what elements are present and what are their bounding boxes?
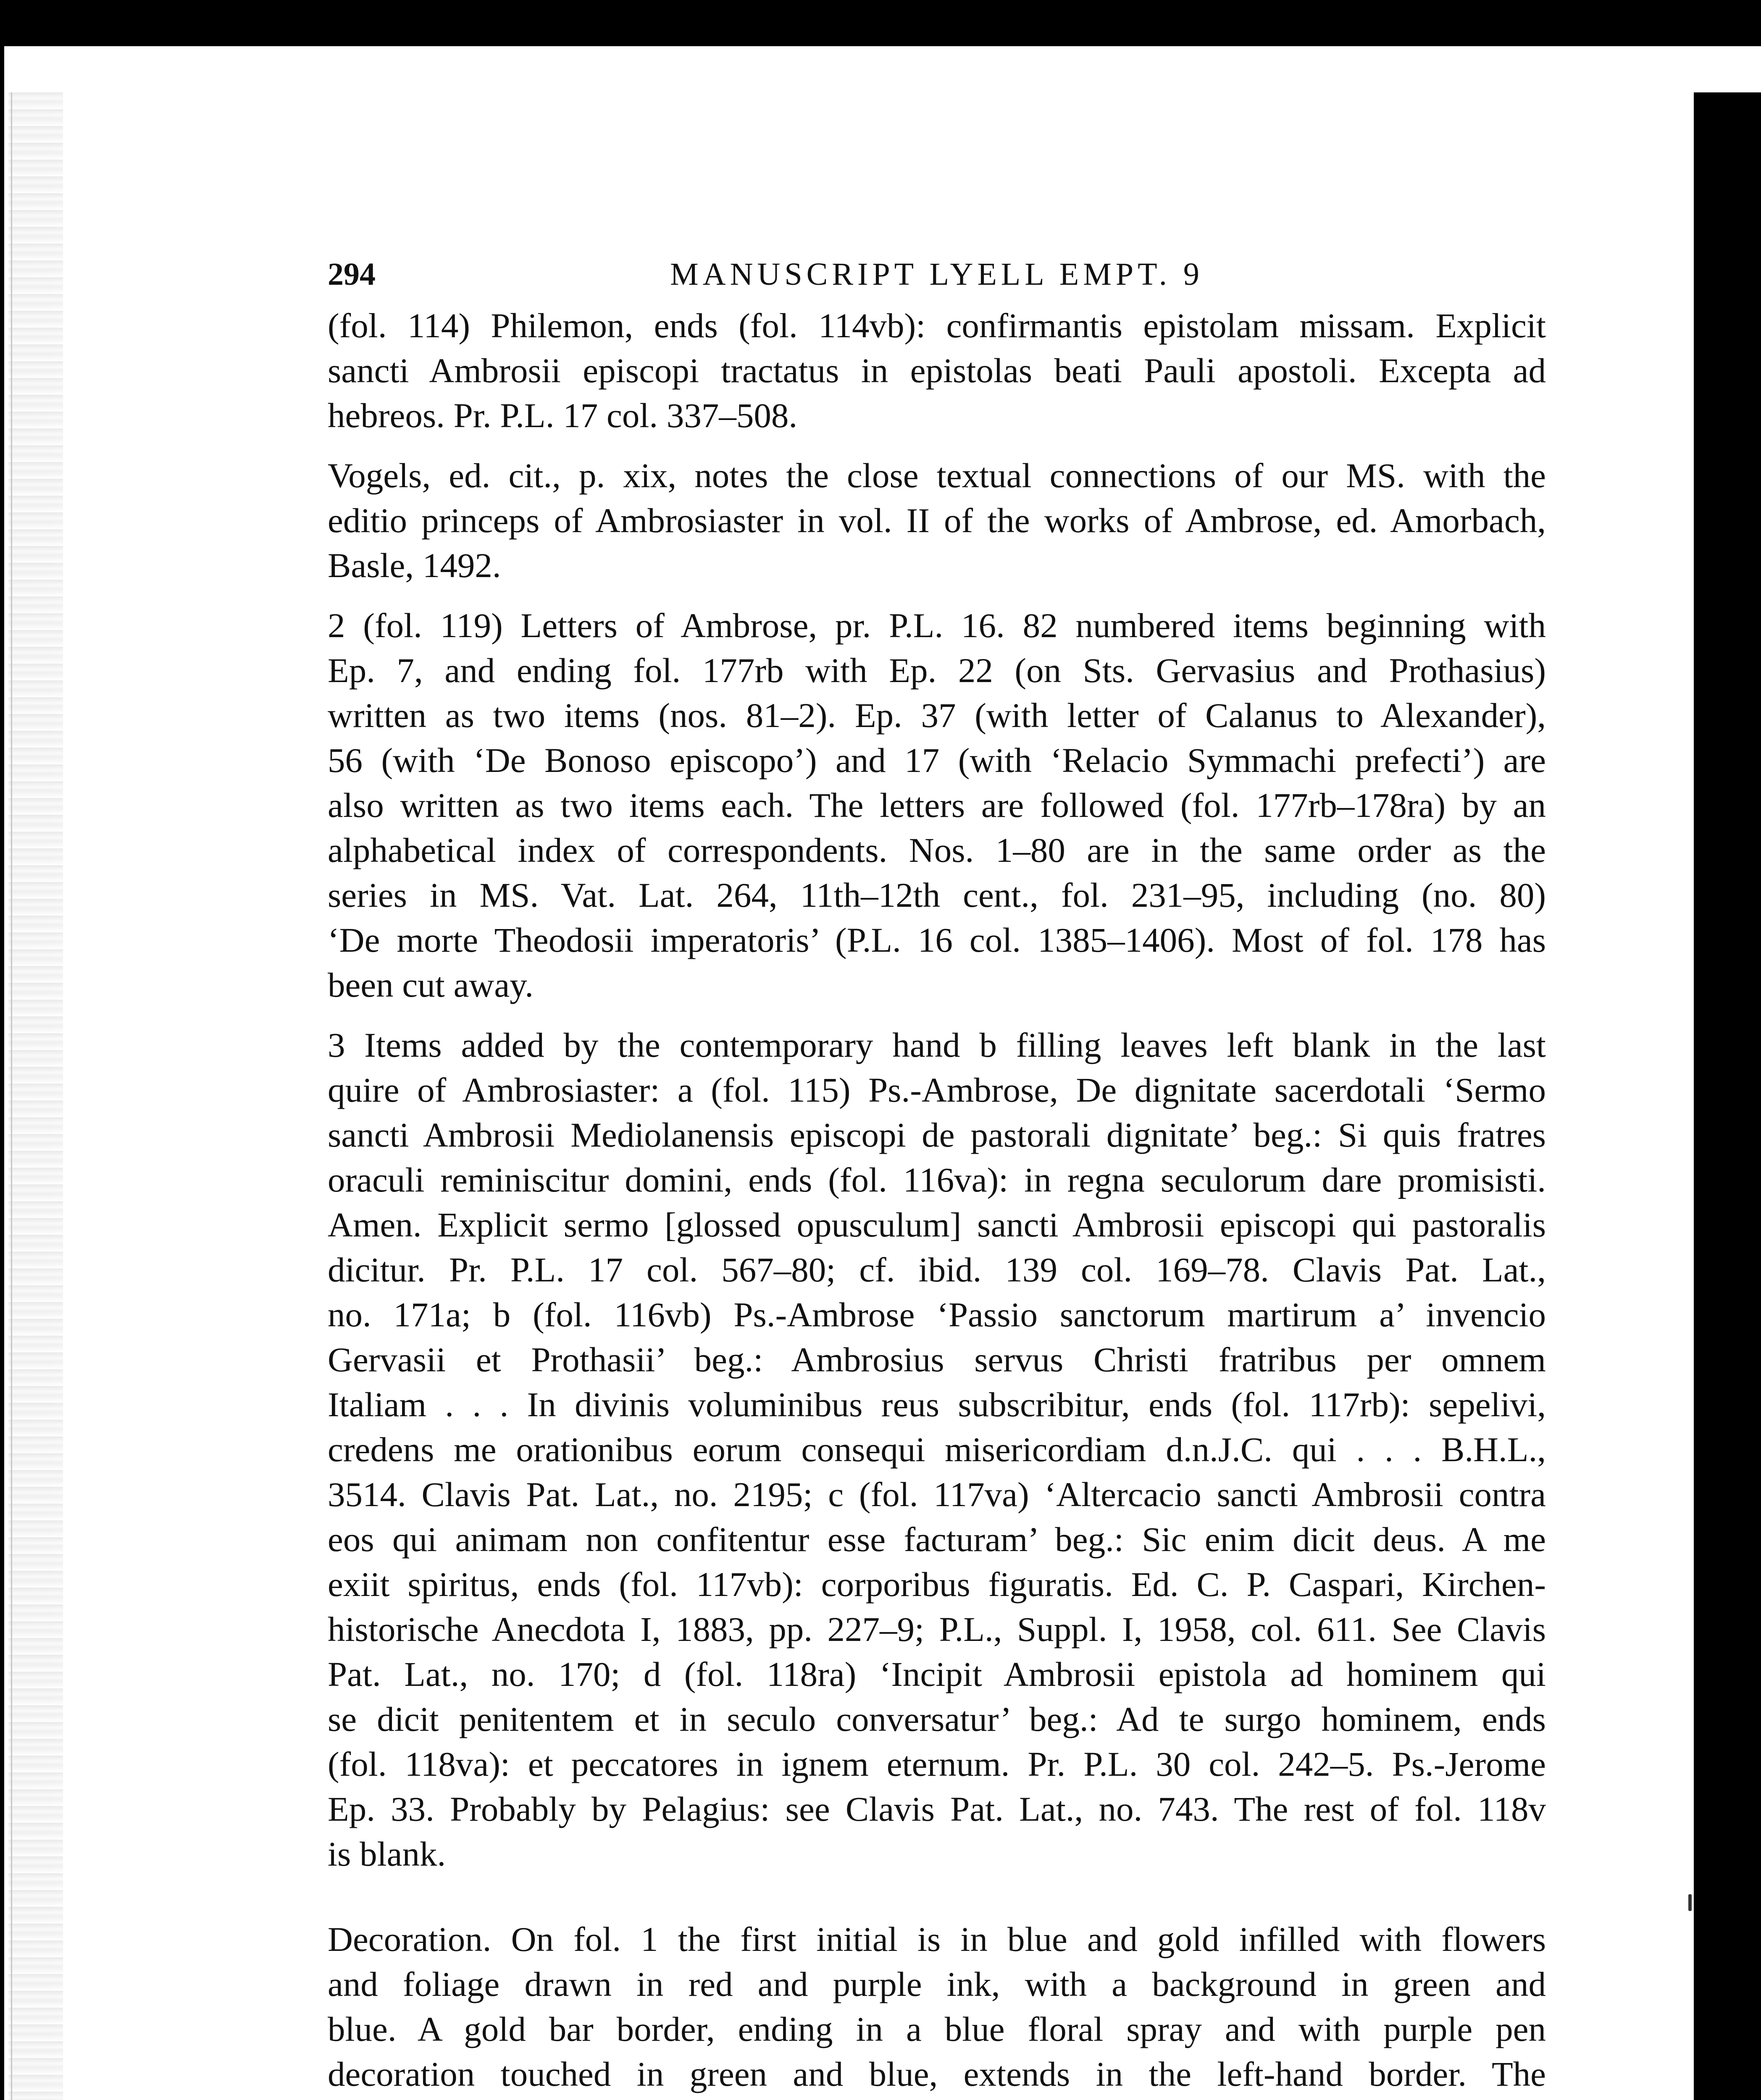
text-line: (fol. 118va): et peccatores in ignem eternum. Pr. P.L. 30 col. 242–5. Ps.-Jerome — [328, 1745, 1546, 1783]
text-line: dicitur. Pr. P.L. 17 col. 567–80; cf. ibid. 139 col. 169–78. Clavis Pat. Lat., — [328, 1250, 1546, 1289]
text-line: 3 Items added by the contemporary hand b filling leaves left blank in the last — [328, 1026, 1546, 1064]
text-line: been cut away. — [328, 966, 534, 1004]
paragraph-items-added — [328, 1023, 1546, 1877]
page-number: 294 — [328, 257, 376, 292]
text-line: is blank. — [328, 1835, 446, 1873]
text-line: Basle, 1492. — [328, 546, 501, 585]
text-line: sancti Ambrosii episcopi tractatus in epistolas beati Pauli apostoli. Excepta ad — [328, 351, 1546, 390]
text-line: se dicit penitentem et in seculo conversatur’ beg.: Ad te surgo hominem, ends — [328, 1700, 1546, 1738]
margin-mark — [1688, 1894, 1692, 1911]
section-spacer — [328, 1892, 1546, 1917]
text-line: quire of Ambrosiaster: a (fol. 115) Ps.-Ambrose, De dignitate sacerdotali ‘Sermo — [328, 1071, 1546, 1109]
running-head-title: MANUSCRIPT LYELL EMPT. 9 — [670, 257, 1204, 292]
paragraph-vogels — [328, 453, 1546, 588]
text-line — [328, 2097, 1546, 2100]
text-line: also written as two items each. The letters are followed (fol. 177rb–178ra) by an — [328, 786, 1546, 824]
text-line: written as two items (nos. 81–2). Ep. 37 (with letter of Calanus to Alexander), — [328, 696, 1546, 735]
text-line: ‘De morte Theodosii imperatoris’ (P.L. 16 col. 1385–1406). Most of fol. 178 has — [328, 921, 1546, 959]
text-line: historische Anecdota I, 1883, pp. 227–9; P.L., Suppl. I, 1958, col. 611. See Clavis — [328, 1610, 1546, 1648]
text-line: (fol. 114) Philemon, ends (fol. 114vb): confirmantis epistolam missam. Explicit — [328, 306, 1546, 345]
text-line: and foliage drawn in red and purple ink, with a background in green and — [328, 1965, 1546, 2003]
paragraph-philemon — [328, 303, 1546, 438]
text-line: decoration touched in green and blue, extends in the left-hand border. The — [328, 2055, 1546, 2093]
scan-border-right — [1694, 92, 1761, 2100]
text-line: 3514. Clavis Pat. Lat., no. 2195; c (fol. 117va) ‘Altercacio sancti Ambrosii contra — [328, 1475, 1546, 1514]
text-line: no. 171a; b (fol. 116vb) Ps.-Ambrose ‘Passio sanctorum martirum a’ invencio — [328, 1295, 1546, 1334]
text-line: Vogels, ed. cit., p. xix, notes the close textual connections of our MS. with the — [328, 456, 1546, 495]
text-line: 2 (fol. 119) Letters of Ambrose, pr. P.L. 16. 82 numbered items beginning with — [328, 606, 1546, 645]
running-head — [328, 244, 1546, 298]
text-line: eos qui animam non confitentur esse facturam’ beg.: Sic enim dicit deus. A me — [328, 1520, 1546, 1559]
text-line: Ep. 33. Probably by Pelagius: see Clavis Pat. Lat., no. 743. The rest of fol. 118v — [328, 1790, 1546, 1828]
text-line: Decoration. On fol. 1 the first initial is in blue and gold infilled with flowers — [328, 1920, 1546, 1958]
text-line: exiit spiritus, ends (fol. 117vb): corporibus figuratis. Ed. C. P. Caspari, Kirchen- — [328, 1565, 1546, 1604]
text-line: 56 (with ‘De Bonoso episcopo’) and 17 (with ‘Relacio Symmachi prefecti’) are — [328, 741, 1546, 780]
text-line: hebreos. Pr. P.L. 17 col. 337–508. — [328, 396, 798, 435]
text-line: Amen. Explicit sermo [glossed opusculum] sancti Ambrosii episcopi qui pastoralis — [328, 1205, 1546, 1244]
text-line: series in MS. Vat. Lat. 264, 11th–12th cent., fol. 231–95, including (no. 80) — [328, 876, 1546, 914]
text-line: editio princeps of Ambrosiaster in vol. II of the works of Ambrose, ed. Amorbach, — [328, 501, 1546, 540]
text-line: Ep. 7, and ending fol. 177rb with Ep. 22 (on Sts. Gervasius and Prothasius) — [328, 651, 1546, 690]
page-gutter-edge — [8, 92, 63, 2100]
paragraph-decoration — [328, 1917, 1546, 2100]
text-line: sancti Ambrosii Mediolanensis episcopi de pastorali dignitate’ beg.: Si quis fratres — [328, 1116, 1546, 1154]
text-line: alphabetical index of correspondents. Nos. 1–80 are in the same order as the — [328, 831, 1546, 869]
text-line: blue. A gold bar border, ending in a blue floral spray and with purple pen — [328, 2010, 1546, 2048]
page-text — [328, 244, 1546, 2100]
text-line: oraculi reminiscitur domini, ends (fol. 116va): in regna seculorum dare promisisti. — [328, 1160, 1546, 1199]
text-line: Pat. Lat., no. 170; d (fol. 118ra) ‘Incipit Ambrosii epistola ad hominem qui — [328, 1655, 1546, 1693]
text-line: credens me orationibus eorum consequi misericordiam d.n.J.C. qui . . . B.H.L., — [328, 1430, 1546, 1469]
text-line: Italiam . . . In divinis voluminibus reus subscribitur, ends (fol. 117rb): sepelivi, — [328, 1385, 1546, 1424]
paragraph-letters-of-ambrose — [328, 603, 1546, 1008]
text-line: Gervasii et Prothasii’ beg.: Ambrosius servus Christi fratribus per omnem — [328, 1340, 1546, 1379]
